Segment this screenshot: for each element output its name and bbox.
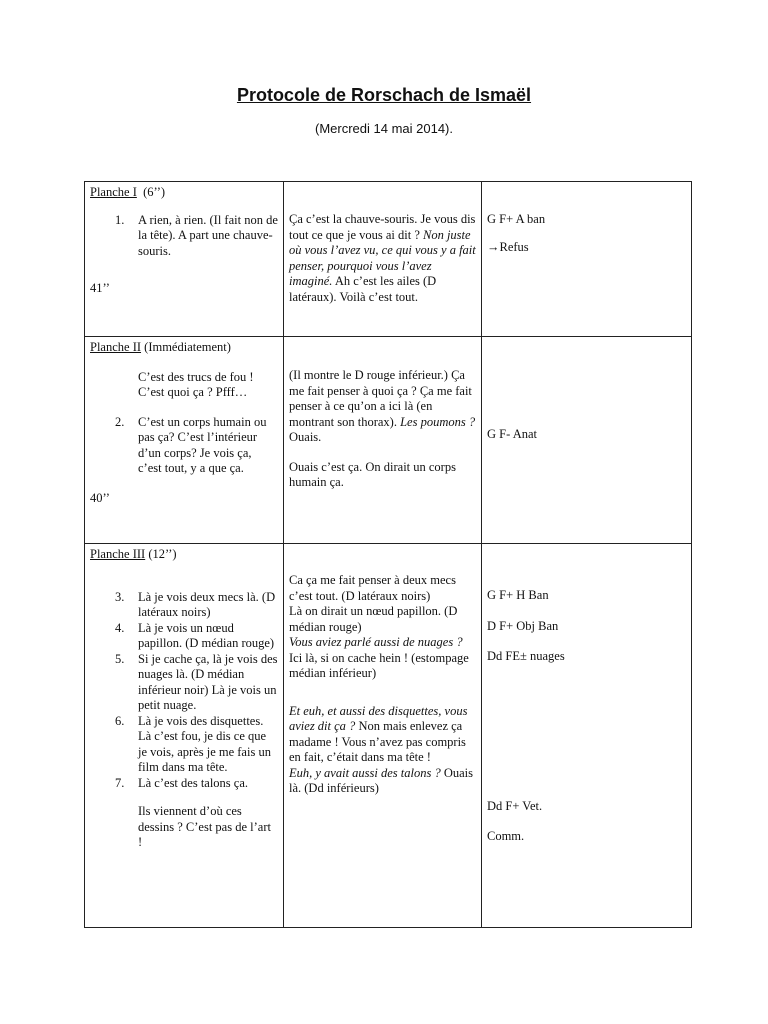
response-text: Si je cache ça, là je vois des nuages là. (D médian inférieur noir) Là je vois un petit nuage. [138,651,278,712]
document-subtitle: (Mercredi 14 mai 2014). [315,121,453,136]
planche-name: Planche III [90,547,146,561]
spontaneous-comment: Ils viennent d’où ces dessins ? C’est pas de l’art ! [138,804,271,849]
planche-row-3 [85,544,692,928]
response-number: 3. [115,589,125,604]
response-number: 7. [115,775,125,790]
document-title: Protocole de Rorschach de Ismaël [236,85,532,105]
inquiry-text: Ah c’est les ailes (D latéraux). Voilà c’est tout. [289,274,437,304]
planche-label [90,547,278,563]
planche-timing: (Immédiatement) [144,340,231,354]
inquiry-paragraph [289,604,476,635]
responses-cell [85,337,284,544]
cotation: →Refus [487,239,529,254]
response-text: C’est un corps humain ou pas ça? C’est l’intérieur d’un corps? Je vois ça, c’est tout, y a que ça. [138,414,267,475]
response-number: 5. [115,651,125,666]
end-time: 41’’ [90,281,110,295]
inquiry-text: (Il montre le D rouge inférieur.) Ça me fait penser à quoi ça ? Ça me fait penser à ce qu’on a ici là (en montrant son thorax). [289,368,472,429]
response-item [90,714,278,776]
spontaneous-comment: C’est des trucs de fou ! C’est quoi ça ? Pfff… [138,369,254,399]
inquiry-text: Là on dirait un nœud papillon. (D médian rouge) [289,604,458,634]
inquiry-cell [284,337,482,544]
response-text: A rien, à rien. (Il fait non de la tête). A part une chauve-souris. [138,212,278,258]
cotation: G F+ A ban [487,212,546,226]
response-item [90,213,278,260]
planche-row-2 [85,337,692,544]
response-number: 1. [115,212,125,227]
cotation: Comm. [487,829,525,843]
end-time: 40’’ [90,490,110,505]
protocol-table [84,181,692,928]
inquiry-cell [284,544,482,928]
response-text: Là je vois deux mecs là. (D latéraux noirs) [138,589,276,619]
inquiry-text: Ouais c’est ça. On dirait un corps humain ça. [289,459,456,489]
cotation-cell [482,337,692,544]
inquiry-paragraph [289,368,476,446]
cotation: Dd F+ Vet. [487,798,543,813]
cotation-cell [482,544,692,928]
inquiry-text: Non mais enlevez ça madame ! Vous n’avez pas compris en fait, c’était dans ma tête ! [289,719,466,764]
cotation-cell [482,182,692,337]
response-text: Là je vois des disquettes. Là c’est fou, je dis ce que je vois, après je me fais un film dans ma tête. [138,713,271,774]
response-item [90,590,278,621]
planche-label [90,340,278,356]
planche-row-1 [85,182,692,337]
planche-name: Planche I [90,185,137,199]
inquiry-question: Et euh, et aussi des disquettes, vous aviez dit ça ? [289,703,468,733]
planche-label [90,185,278,201]
inquiry-question: Euh, y avait aussi des talons ? [289,765,441,780]
inquiry-paragraph [289,460,476,491]
inquiry-text: Ici là, si on cache hein ! (estompage médian inférieur) [289,650,469,680]
cotation: G F- Anat [487,427,537,441]
inquiry-cell [284,182,482,337]
responses-cell [85,182,284,337]
cotation: G F+ H Ban [487,588,549,602]
response-number: 4. [115,620,125,635]
inquiry-paragraph [289,704,476,766]
inquiry-text: Ca ça me fait penser à deux mecs c’est tout. (D latéraux noirs) [289,573,456,603]
inquiry-text: Ça c’est la chauve-souris. Je vous dis tout ce que je vous ai dit ? [289,212,476,242]
inquiry-question: Non juste où vous l’avez vu, ce qui vous y a fait penser, pourquoi vous l’avez imaginé. [289,227,476,288]
inquiry-question: Vous aviez parlé aussi de nuages ? [289,635,463,649]
response-number: 6. [115,713,125,728]
planche-name: Planche II [90,340,142,354]
response-number: 2. [115,414,125,429]
inquiry-text: Ouais. [289,430,322,444]
planche-timing: (12’’) [148,547,177,561]
response-list [90,590,278,792]
inquiry-paragraph [289,212,476,305]
response-text: Là je vois un nœud papillon. (D médian rouge) [138,620,275,650]
inquiry-paragraph [289,573,476,604]
response-item [90,652,278,714]
response-text: Là c’est des talons ça. [138,775,249,790]
response-list [90,415,278,477]
inquiry-question: Les poumons ? [400,414,476,429]
response-item [90,621,278,652]
response-list [90,213,278,260]
responses-cell [85,544,284,928]
planche-timing: (6’’) [143,185,166,199]
inquiry-text: Ouais là. (Dd inférieurs) [289,765,474,795]
inquiry-paragraph [289,635,476,682]
response-item [90,776,278,792]
cotation: Dd FE± nuages [487,649,565,663]
response-item [90,415,278,477]
cotation: D F+ Obj Ban [487,618,559,633]
inquiry-paragraph [289,766,476,797]
